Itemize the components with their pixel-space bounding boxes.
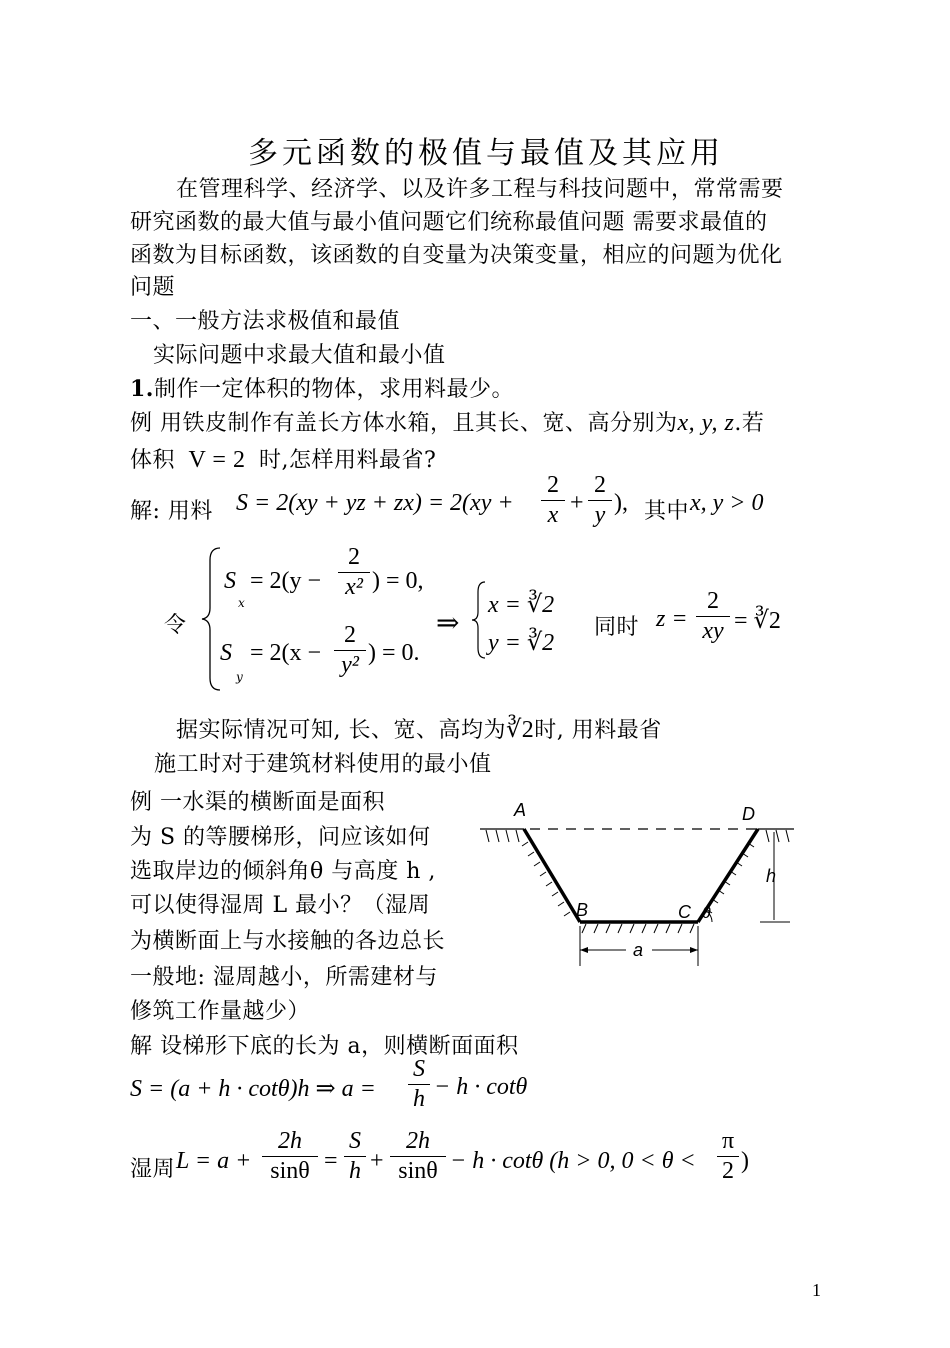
example-2-line-4: 可以使得湿周 L 最小？（湿周 <box>130 893 431 918</box>
z-eq: z = <box>656 606 688 632</box>
denominator: y² <box>341 652 359 678</box>
fraction-2-over-x <box>541 472 565 529</box>
eq2-body <box>250 640 321 667</box>
wet-tail: − h · cotθ (h > 0, 0 < θ < <box>450 1148 696 1174</box>
eq1-S: S <box>224 568 236 594</box>
example-2-line-1: 例 一水渠的横断面是面积 <box>130 790 385 815</box>
tongshi-label: 同时 <box>594 615 640 640</box>
example-1-ruo: .若 <box>734 411 765 436</box>
label-C: C <box>678 902 691 922</box>
z-fraction <box>696 588 730 645</box>
area-equation-left: S = (a + h · cotθ)h ⇒ a = <box>130 1076 376 1102</box>
conclusion-text: 据实际情况可知, 长、宽、高均为 <box>176 718 506 743</box>
result-x: x = ∛2 <box>488 592 555 618</box>
label-a: a <box>633 940 644 960</box>
intro-line-2: 研究函数的最大值与最小值问题它们统称最值问题 需要求最值的 <box>130 210 768 235</box>
example-1-vars: x, y, z <box>677 410 735 436</box>
numerator: 2h <box>278 1128 302 1154</box>
example-2-line-7: 修筑工作量越少） <box>130 999 311 1024</box>
intro-line-4: 问题 <box>130 275 176 300</box>
eq1-left: = 2(y − <box>250 568 322 594</box>
wet-fraction-1 <box>262 1128 318 1185</box>
trapezoid-channel-diagram <box>476 796 796 971</box>
area-fraction <box>408 1056 430 1113</box>
denominator: h <box>413 1086 425 1112</box>
example-2-line-3: 选取岸边的倾斜角θ 与高度 h , <box>130 859 436 884</box>
item-1 <box>130 372 514 403</box>
z-result: = ∛2 <box>734 608 781 634</box>
label-A: A <box>514 800 527 820</box>
wet-close: ) <box>741 1148 749 1174</box>
area-equation-right: − h · cotθ <box>434 1074 528 1100</box>
wet-perimeter-label: 湿周 <box>130 1157 176 1182</box>
label-theta: θ <box>702 905 711 922</box>
numerator: π <box>721 1128 735 1154</box>
plus-sign: + <box>570 490 584 516</box>
conclusion-tail: 时, 用料最省 <box>534 718 662 743</box>
numerator: 2 <box>707 588 719 614</box>
solution-2-line: 解 设梯形下底的长为 a，则横断面面积 <box>130 1034 519 1059</box>
implies-arrow: ⇒ <box>436 608 460 639</box>
eq2-subscript: y <box>236 670 243 684</box>
page-title: 多元函数的极值与最值及其应用 <box>248 136 724 171</box>
numerator: 2 <box>344 622 356 648</box>
eq1-fraction <box>338 544 370 601</box>
result-y: y = ∛2 <box>488 630 555 656</box>
eq2-fraction <box>334 622 366 679</box>
section-heading-1: 一、一般方法求极值和最值 <box>130 309 401 334</box>
wet-equals: = <box>324 1148 338 1174</box>
volume-eq: V = 2 <box>188 447 246 473</box>
numerator: S <box>349 1128 361 1154</box>
example-1-line-1 <box>130 406 764 437</box>
example-2-line-2: 为 S 的等腰梯形，问应该如何 <box>130 825 431 850</box>
right-system-brace <box>470 580 488 660</box>
eq1-end: ) = 0, <box>372 568 424 594</box>
numerator: 2 <box>547 472 559 498</box>
example-1-text: 例 用铁皮制作有盖长方体水箱，且其长、宽、高分别为 <box>130 411 678 436</box>
intro-line-3: 函数为目标函数，该函数的自变量为决策变量，相应的问题为优化 <box>130 243 783 268</box>
eq1-body <box>250 568 321 595</box>
page-number: 1 <box>812 1280 821 1300</box>
label-B: B <box>576 900 589 920</box>
wet-fraction-2 <box>390 1128 446 1185</box>
wet-fraction-S-h <box>344 1128 366 1185</box>
conclusion <box>176 713 662 744</box>
subsection-heading-1: 实际问题中求最大值和最小值 <box>153 343 446 368</box>
example-1-question: 时,怎样用料最省? <box>258 448 437 473</box>
numerator: 2h <box>406 1128 430 1154</box>
item-1-text: 制作一定体积的物体，求用料最少。 <box>153 377 514 402</box>
subsection-heading-2: 施工时对于建筑材料使用的最小值 <box>154 752 492 777</box>
solution-label: 解: 用料 <box>130 499 213 524</box>
item-1-number: 1. <box>130 376 154 402</box>
denominator: h <box>349 1158 361 1184</box>
condition: x, y > 0 <box>690 490 764 516</box>
denominator: sinθ <box>270 1158 310 1184</box>
numerator: 2 <box>348 544 360 570</box>
denominator: x² <box>345 574 363 600</box>
left-brace <box>200 546 224 692</box>
denominator: sinθ <box>398 1158 438 1184</box>
example-2-line-5: 为横断面上与水接触的各边总长 <box>130 929 446 954</box>
eq1-subscript: x <box>238 596 245 610</box>
close-paren: ), <box>614 490 628 516</box>
label-D: D <box>742 804 755 824</box>
example-2-line-6: 一般地: 湿周越小，所需建材与 <box>130 965 438 990</box>
material-equation: S = 2(xy + yz + zx) = 2(xy + <box>236 490 514 516</box>
denominator: xy <box>702 618 724 644</box>
wet-L: L = a + <box>176 1148 252 1174</box>
denominator: y <box>594 502 606 528</box>
label-h: h <box>766 866 777 886</box>
denominator: 2 <box>722 1158 734 1184</box>
numerator: 2 <box>594 472 606 498</box>
pi-over-2 <box>717 1128 739 1185</box>
numerator: S <box>413 1056 425 1082</box>
fraction-2-over-y <box>588 472 612 529</box>
denominator: x <box>547 502 559 528</box>
eq2-end: ) = 0. <box>368 640 420 666</box>
ling-label: 令 <box>164 613 187 638</box>
condition-label: 其中 <box>644 499 690 524</box>
volume-label: 体积 <box>130 448 176 473</box>
wet-plus: + <box>370 1148 384 1174</box>
eq2-S: S <box>220 640 232 666</box>
conclusion-value: ∛2 <box>506 717 535 743</box>
intro-line-1: 在管理科学、经济学、以及许多工程与科技问题中，常常需要 <box>176 177 784 202</box>
eq2-left: = 2(x − <box>250 640 322 666</box>
example-1-line-2 <box>130 443 436 474</box>
